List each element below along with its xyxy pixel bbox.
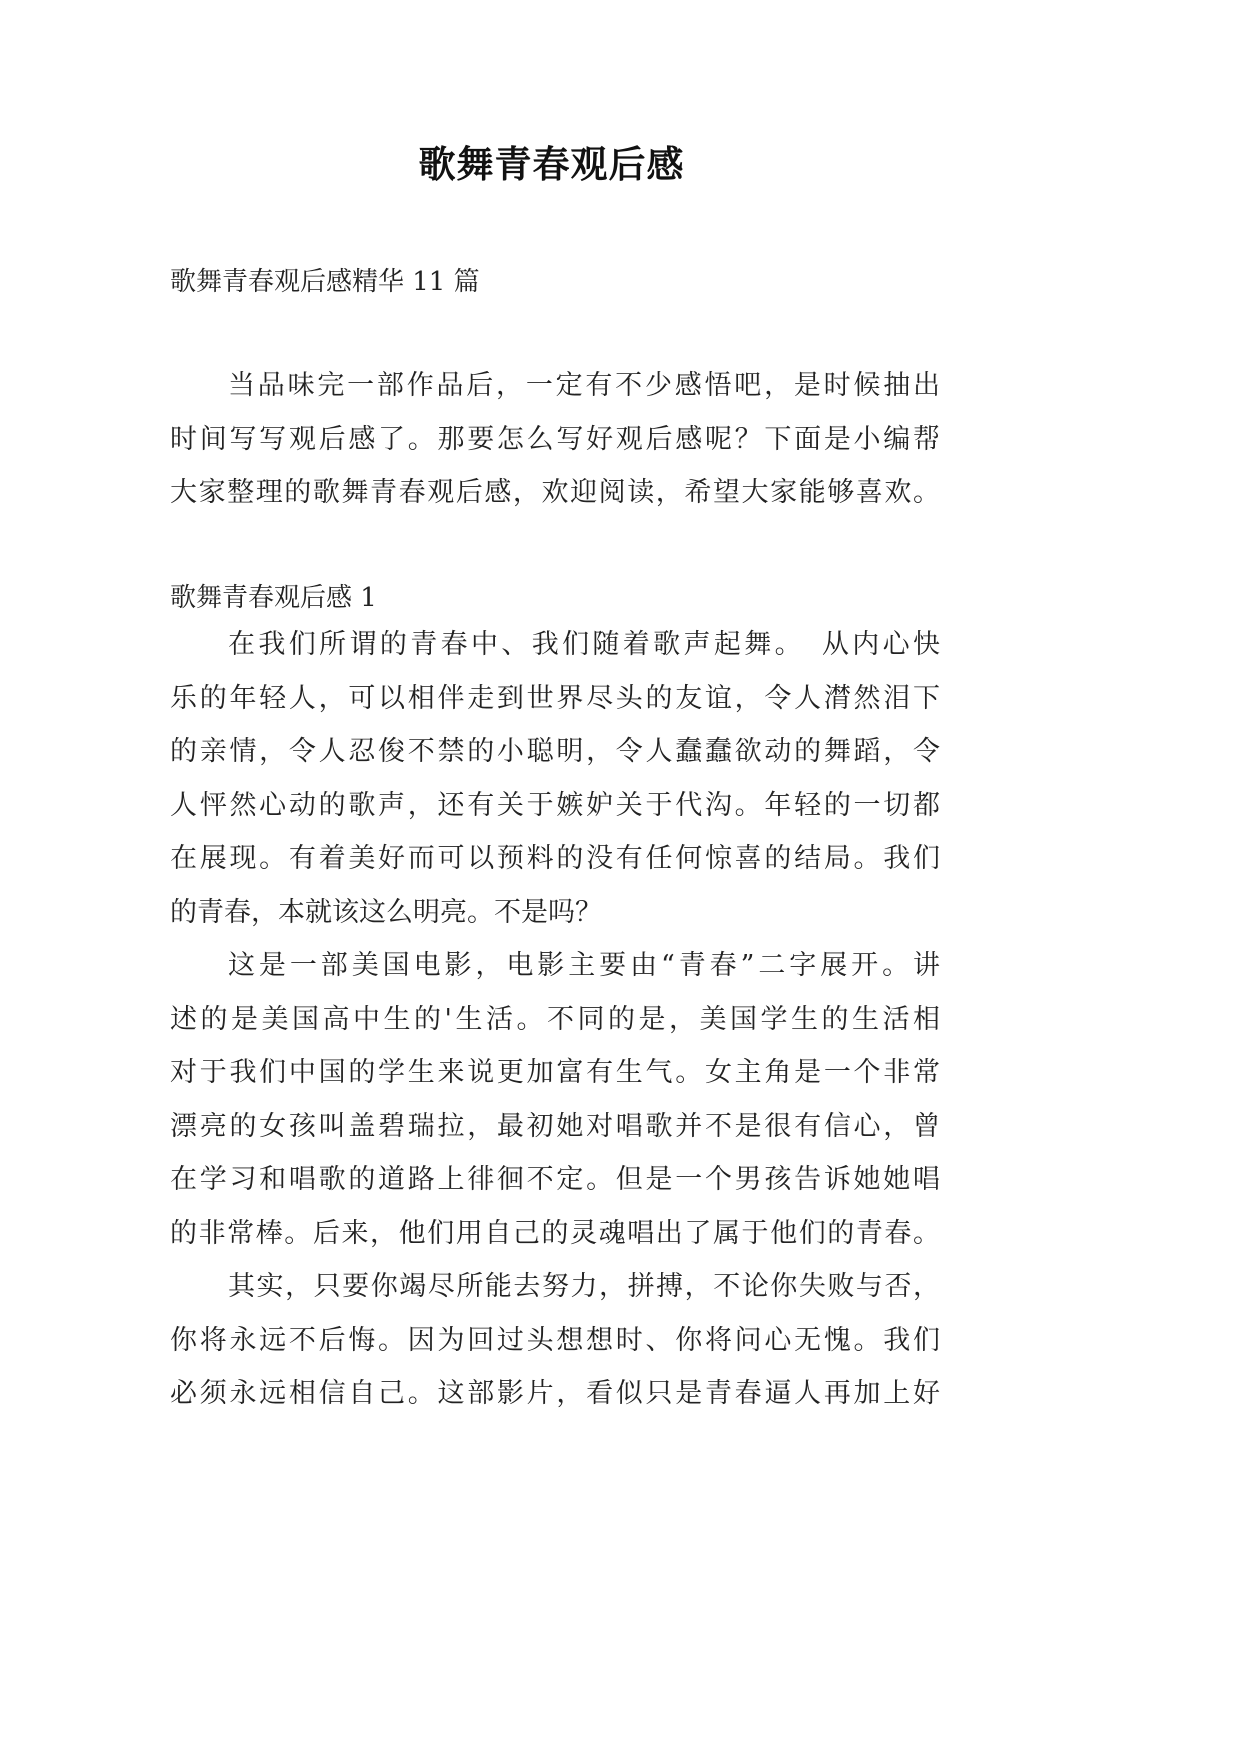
paragraph-line: 这是一部美国电影，电影主要由“青春”二字展开。讲 [228,950,940,981]
paragraph-line: 在我们所谓的青春中、我们随着歌声起舞。 从内心快 [228,629,940,660]
body-paragraph-3 [170,1260,940,1421]
intro-line: 当品味完一部作品后，一定有不少感悟吧，是时候抽出 [228,370,940,401]
intro-line: 时间写写观后感了。那要怎么写好观后感呢？下面是小编帮 [170,423,940,455]
intro-line: 大家整理的歌舞青春观后感，欢迎阅读，希望大家能够喜欢。 [170,477,940,508]
document-title: 歌舞青春观后感 [418,142,685,186]
paragraph-line: 述的是美国高中生的'生活。不同的是，美国学生的生活相 [170,1003,940,1035]
paragraph-line: 乐的年轻人，可以相伴走到世界尽头的友谊，令人潸然泪下 [170,682,940,714]
paragraph-line: 的亲情，令人忍俊不禁的小聪明，令人蠢蠢欲动的舞蹈，令 [170,736,940,767]
body-paragraph-2 [170,939,940,1260]
document-subtitle: 歌舞青春观后感精华 11 篇 [170,267,480,297]
paragraph-line: 在学习和唱歌的道路上徘徊不定。但是一个男孩告诉她她唱 [170,1164,940,1195]
paragraph-line: 对于我们中国的学生来说更加富有生气。女主角是一个非常 [170,1057,940,1088]
paragraph-line: 人怦然心动的歌声，还有关于嫉妒关于代沟。年轻的一切都 [170,789,940,821]
section-heading: 歌舞青春观后感 1 [170,583,377,613]
paragraph-line: 必须永远相信自己。这部影片，看似只是青春逼人再加上好 [170,1378,940,1409]
body-paragraph-1 [170,618,940,939]
paragraph-line: 在展现。有着美好而可以预料的没有任何惊喜的结局。我们 [170,843,940,874]
paragraph-line: 的非常棒。后来，他们用自己的灵魂唱出了属于他们的青春。 [170,1217,940,1249]
intro-paragraph [170,359,940,520]
paragraph-line: 其实，只要你竭尽所能去努力，拼搏，不论你失败与否， [228,1271,940,1302]
paragraph-line: 的青春，本就该这么明亮。不是吗？ [170,896,602,928]
paragraph-line: 漂亮的女孩叫盖碧瑞拉，最初她对唱歌并不是很有信心，曾 [170,1110,940,1142]
paragraph-line: 你将永远不后悔。因为回过头想想时、你将问心无愧。我们 [170,1324,940,1356]
